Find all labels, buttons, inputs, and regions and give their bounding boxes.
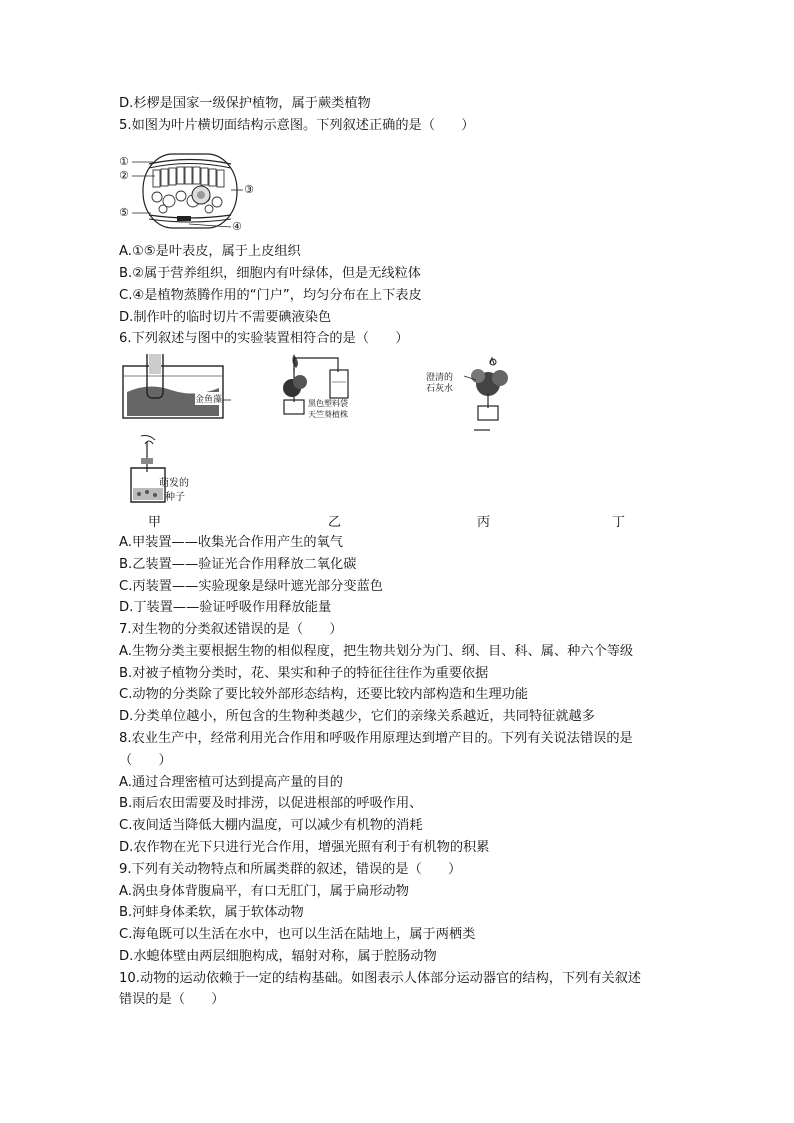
option-9c: C.海龟既可以生活在水中，也可以生活在陆地上，属于两栖类 — [119, 927, 476, 942]
leaf-cross-section-figure — [119, 149, 259, 237]
option-5b: B.②属于营养组织，细胞内有叶绿体，但是无线粒体 — [119, 266, 421, 281]
question-5-stem: 5.如图为叶片横切面结构示意图。下列叙述正确的是（ ） — [119, 118, 475, 133]
option-5a: A.①⑤是叶表皮，属于上皮组织 — [119, 244, 301, 259]
bing-label-2: 石灰水 — [426, 384, 454, 394]
option-5d-prev: D.杉椤是国家一级保护植物，属于蕨类植物 — [119, 96, 371, 111]
option-5c: C.④是植物蒸腾作用的“门户”，均匀分布在上下表皮 — [119, 288, 422, 303]
option-9b: B.河蚌身体柔软，属于软体动物 — [119, 905, 304, 920]
yi-label-2: 天竺葵植株 — [308, 410, 348, 419]
option-8d: D.农作物在光下只进行光合作用，增强光照有利于有机物的积累 — [119, 840, 490, 855]
apparatus-ding-figure — [119, 432, 199, 508]
option-8c: C.夜间适当降低大棚内温度，可以减少有机物的消耗 — [119, 818, 423, 833]
option-7a: A.生物分类主要根据生物的相似程度，把生物共划分为门、纲、目、科、属、种六个等级 — [119, 644, 634, 659]
apparatus-jia-figure — [119, 352, 239, 422]
apparatus-yi-figure — [272, 352, 372, 424]
option-6a: A.甲装置——收集光合作用产生的氧气 — [119, 535, 343, 550]
apparatus-bing-figure — [420, 356, 520, 434]
leaf-label-2: ② — [119, 169, 129, 182]
option-6d: D.丁装置——验证呼吸作用释放能量 — [119, 600, 332, 615]
option-5d: D.制作叶的临时切片不需要碘液染色 — [119, 310, 332, 325]
ding-label-2: 种子 — [165, 492, 185, 503]
leaf-label-4: ④ — [232, 220, 242, 233]
leaf-label-3: ③ — [244, 183, 254, 196]
leaf-label-1: ① — [119, 155, 129, 168]
question-9-stem: 9.下列有关动物特点和所属类群的叙述，错误的是（ ） — [119, 862, 462, 877]
caption-ding: 丁 — [612, 515, 626, 530]
question-10-stem: 10.动物的运动依赖于一定的结构基础。如图表示人体部分运动器官的结构，下列有关叙述 — [119, 971, 642, 986]
leaf-label-5: ⑤ — [119, 206, 129, 219]
jia-label: 金鱼藻 — [195, 392, 222, 405]
question-8-stem: 8.农业生产中，经常利用光合作用和呼吸作用原理达到增产目的。下列有关说法错误的是 — [119, 731, 633, 746]
option-7d: D.分类单位越小，所包含的生物种类越少，它们的亲缘关系越近，共同特征就越多 — [119, 709, 595, 724]
option-6b: B.乙装置——验证光合作用释放二氧化碳 — [119, 557, 357, 572]
question-8-stem-cont: （ ） — [119, 753, 172, 768]
yi-label-1: 黑色塑料袋 — [308, 399, 348, 408]
bing-label-1: 澄清的 — [426, 373, 454, 383]
option-9a: A.涡虫身体背腹扁平，有口无肛门，属于扁形动物 — [119, 884, 409, 899]
option-8a: A.通过合理密植可达到提高产量的目的 — [119, 775, 343, 790]
question-7-stem: 7.对生物的分类叙述错误的是（ ） — [119, 622, 343, 637]
question-6-stem: 6.下列叙述与图中的实验装置相符合的是（ ） — [119, 331, 409, 346]
option-7b: B.对被子植物分类时，花、果实和种子的特征往往作为重要依据 — [119, 666, 489, 681]
option-8b: B.雨后农田需要及时排涝，以促进根部的呼吸作用、 — [119, 796, 423, 811]
caption-jia: 甲 — [148, 515, 162, 530]
caption-yi: 乙 — [328, 515, 342, 530]
option-7c: C.动物的分类除了要比较外部形态结构，还要比较内部构造和生理功能 — [119, 687, 529, 702]
ding-label-1: 萌发的 — [159, 478, 189, 489]
question-10-stem-cont: 错误的是（ ） — [119, 992, 225, 1007]
option-6c: C.丙装置——实验现象是绿叶遮光部分变蓝色 — [119, 579, 383, 594]
caption-bing: 丙 — [477, 515, 491, 530]
option-9d: D.水螅体壁由两层细胞构成，辐射对称，属于腔肠动物 — [119, 949, 437, 964]
